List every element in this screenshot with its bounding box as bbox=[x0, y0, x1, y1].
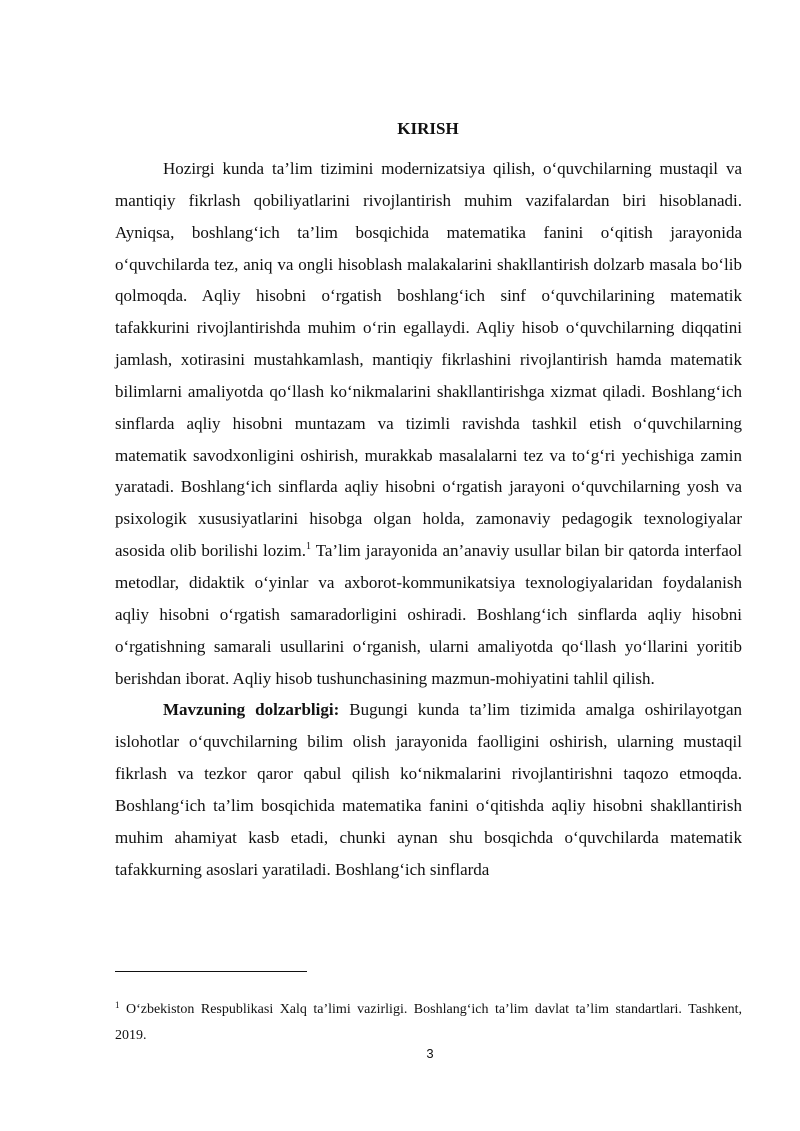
page-number: 3 bbox=[426, 1046, 434, 1061]
intro-paragraph-part-1: Hozirgi kunda ta’lim tizimini modernizatsiya qilish, o‘quvchilarning mustaqil va mantiqiy fikrlash qobiliyatlarini rivojlantirish muhim vazifalardan biri hisoblanadi. Ayniqsa, boshlang‘ich ta’lim bosqichida matematika fanini o‘qitish jarayonida o‘quvchilarda tez, aniq va ongli hisoblash malakalarini shakllantirish dolzarb masala bo‘lib qolmoqda. Aqliy hisobni o‘rgatish boshlang‘ich sinf o‘quvchilarining matematik tafakkurini rivojlantirishda muhim o‘rin egallaydi. Aqliy hisob o‘quvchilarning diqqatini jamlash, xotirasini mustahkamlash, mantiqiy fikrlashini rivojlantirish hamda matematik bilimlarni amaliyotda qo‘llash ko‘nikmalarini shakllantirishga xizmat qiladi. Boshlang‘ich sinflarda aqliy hisobni muntazam va tizimli ravishda tashkil etish o‘quvchilarning matematik savodxonligini oshirish, murakkab masalalarni tez va to‘g‘ri yechishiga zamin yaratadi. Boshlang‘ich sinflarda aqliy hisobni o‘rgatish jarayoni o‘quvchilarning yosh va psixologik xususiyatlarini hisobga olgan holda, zamonaviy pedagogik texnologiyalar asosida olib borilishi lozim. bbox=[115, 159, 742, 561]
footnote-text: O‘zbekiston Respublikasi Xalq ta’limi vazirligi. Boshlang‘ich ta’lim davlat ta’lim standartlari. Tashkent, 2019. bbox=[115, 1002, 742, 1043]
footnote-reference[interactable]: 1 bbox=[306, 541, 312, 553]
footnote-separator bbox=[115, 971, 307, 972]
footnote bbox=[115, 997, 742, 1049]
intro-paragraph-part-2: Ta’lim jarayonida an’anaviy usullar bilan bir qatorda interfaol metodlar, didaktik o‘yinlar va axborot-kommunikatsiya texnologiyalaridan foydalanish aqliy hisobni o‘rgatish samaradorligini oshiradi. Boshlang‘ich sinflarda aqliy hisobni o‘rgatishning samarali usullarini o‘rganish, ularni amaliyotda qo‘llash yo‘llarini yoritib berishdan iborat. Aqliy hisob tushunchasining mazmun-mohiyatini tahlil qilish. bbox=[115, 541, 742, 688]
intro-paragraph bbox=[115, 153, 742, 694]
footnote-marker: 1 bbox=[115, 1000, 120, 1010]
page-heading: KIRISH bbox=[397, 119, 459, 138]
relevance-paragraph bbox=[115, 694, 742, 885]
relevance-text: Bugungi kunda ta’lim tizimida amalga oshirilayotgan islohotlar o‘quvchilarning bilim olish jarayonida faolligini oshirish, ularning mustaqil fikrlash va tezkor qaror qabul qilish ko‘nikmalarini rivojlantirishni taqozo etmoqda. Boshlang‘ich ta’lim bosqichida matematika fanini o‘qitishda aqliy hisobni shakllantirish muhim ahamiyat kasb etadi, chunki aynan shu bosqichda o‘quvchilarda matematik tafakkurning asoslari yaratiladi. Boshlang‘ich sinflarda bbox=[115, 700, 742, 879]
body-text bbox=[115, 153, 742, 885]
relevance-lead: Mavzuning dolzarbligi: bbox=[163, 700, 340, 720]
